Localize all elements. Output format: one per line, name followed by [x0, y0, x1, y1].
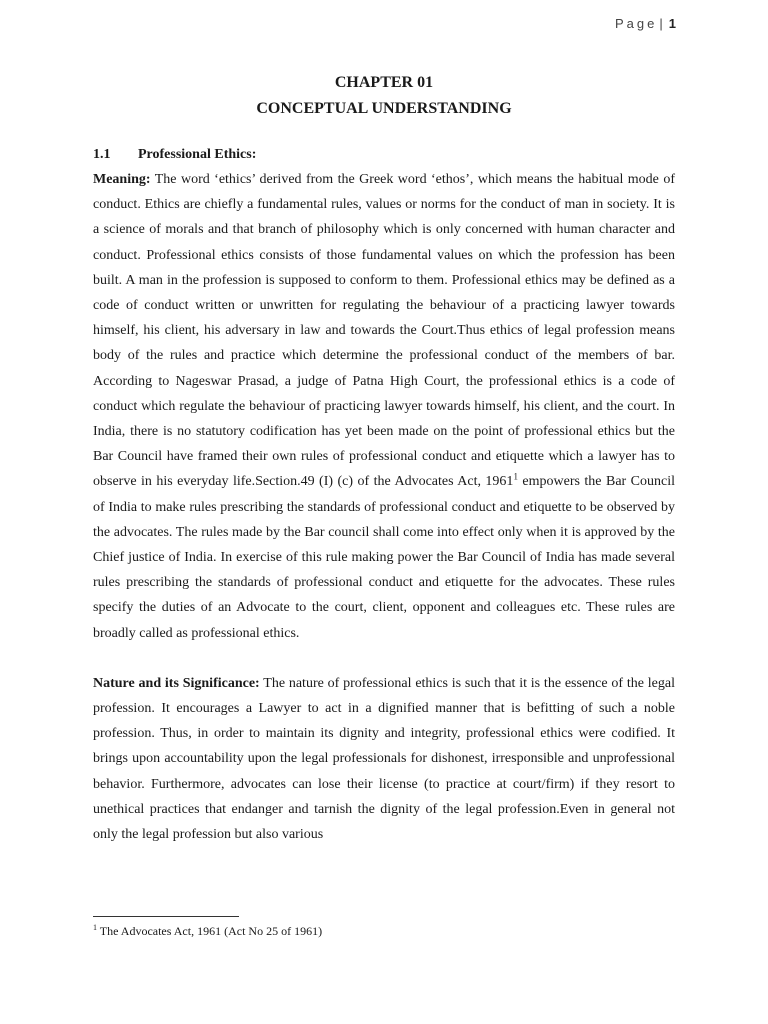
nature-paragraph [93, 671, 675, 847]
footnote-divider [93, 916, 239, 917]
meaning-paragraph [93, 167, 675, 646]
meaning-text-part2: empowers the Bar Council of India to make rules prescribing the standards of professional conduct and etiquette to be observed by the advocates. The rules made by the Bar council shall come into effect only when it is approved by the Chief justice of India. In exercise of this rule making power the Bar Council of India has made several rules prescribing the standards of professional conduct and etiquette for the advocates. These rules specify the duties of an Advocate to the court, client, opponent and colleagues etc. These rules are broadly called as professional ethics. [93, 474, 675, 641]
page-header [615, 16, 676, 31]
nature-text: The nature of professional ethics is such that it is the essence of the legal profession. It encourages a Lawyer to act in a dignified manner that is befitting of such a noble profession. Thus, in order to maintain its dignity and integrity, professional ethics were codified. It brings upon accountability upon the legal professionals for dishonest, irresponsible and unprofessional behavior. Furthermore, advocates can lose their license (to practice at court/firm) if they resort to unethical practices that endanger and tarnish the dignity of the legal profession.Even in general not only the legal profession but also various [93, 675, 675, 843]
section-number: 1.1 [93, 147, 111, 162]
page-label: Page [615, 16, 658, 31]
footnote [93, 920, 322, 939]
section-title: Professional Ethics: [138, 147, 257, 162]
page-number: 1 [668, 16, 676, 31]
nature-lead: Nature and its Significance: [93, 675, 260, 691]
footnote-reference[interactable]: 1 [513, 471, 518, 482]
document-body [93, 70, 675, 847]
page-separator: | [659, 16, 663, 31]
meaning-lead: Meaning: [93, 172, 151, 187]
section-heading [93, 142, 675, 167]
footnote-text: The Advocates Act, 1961 (Act No 25 of 1961) [97, 924, 323, 938]
footnote-marker: 1 [93, 923, 97, 932]
chapter-subtitle: CONCEPTUAL UNDERSTANDING [256, 100, 512, 117]
chapter-title: CHAPTER 01 [334, 74, 434, 91]
meaning-text-part1: The word ‘ethics’ derived from the Greek word ‘ethos’, which means the habitual mode of conduct. Ethics are chiefly a fundamental rules, values or norms for the conduct of man in society. It is a science of morals and that branch of philosophy which is only concerned with human character and conduct. Professional ethics consists of those fundamental values on which the profession has been built. A man in the profession is supposed to conform to them. Professional ethics may be defined as a code of conduct written or unwritten for regulating the behaviour of a practicing lawyer towards himself, his client, his adversary in law and towards the Court.Thus ethics of legal profession means body of the rules and practice which determine the professional conduct of the members of bar. According to Nageswar Prasad, a judge of Patna High Court, the professional ethics is a code of conduct which regulate the behaviour of practicing lawyer towards himself, his client, and the court. In India, there is no statutory codification has yet been made on the point of professional ethics but the Bar Council have framed their own rules of professional conduct and etiquette which a lawyer has to observe in his everyday life.Section.49 (I) (c) of the Advocates Act, 1961 [93, 172, 675, 490]
